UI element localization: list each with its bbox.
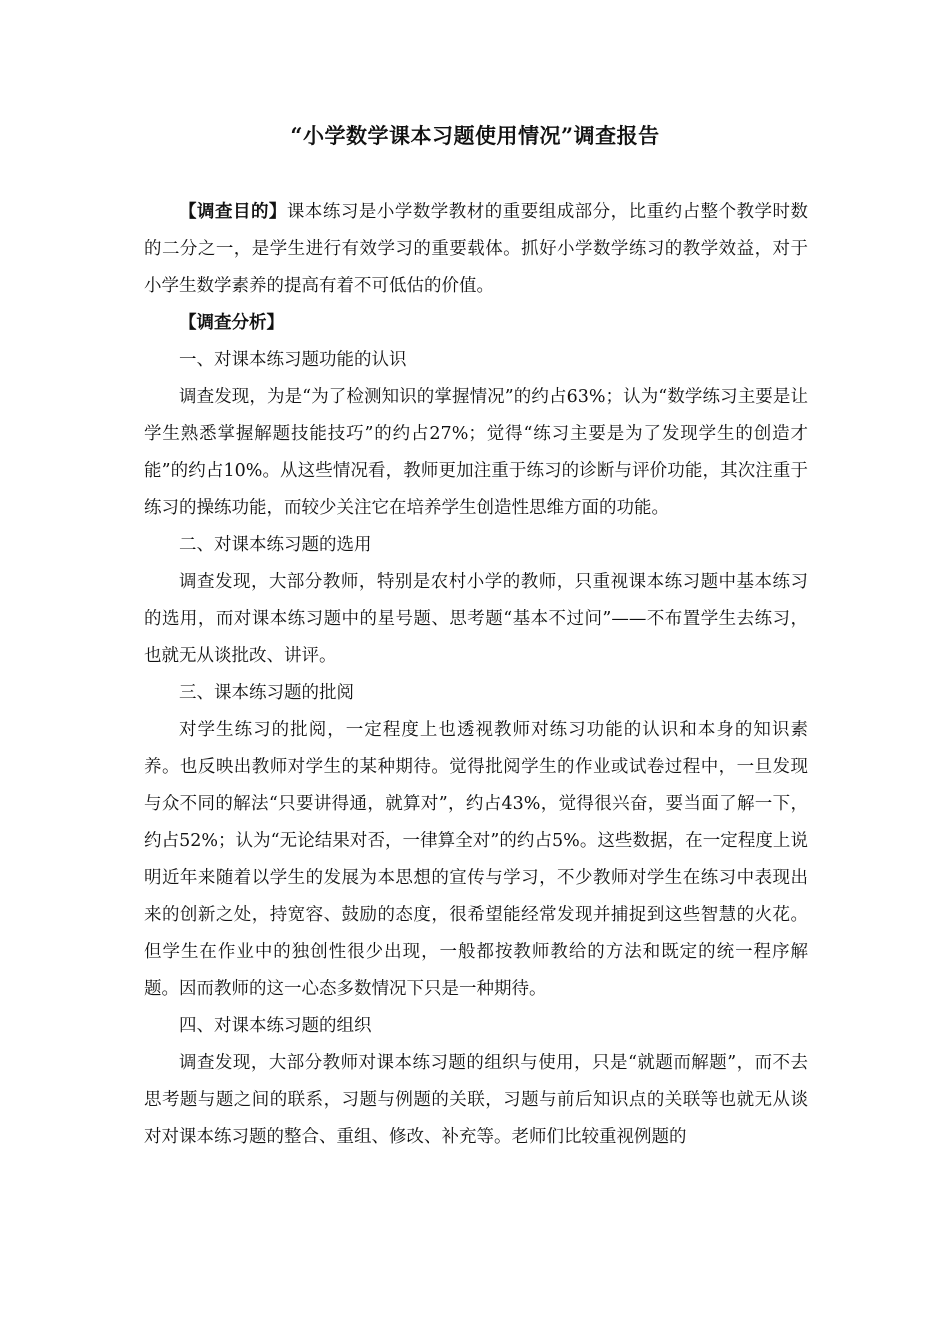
document-body (144, 194, 808, 1156)
section-paragraph-4: 调查发现，大部分教师对课本练习题的组织与使用，只是“就题而解题”，而不去思考题与题之间的联系，习题与例题的关联，习题与前后知识点的关联等也就无从谈对对课本练习题的整合、重组、修改、补充等。老师们比较重视例题的 (144, 1053, 808, 1147)
purpose-paragraph (144, 194, 808, 305)
section-heading-4: 四、对课本练习题的组织 (179, 1016, 372, 1036)
analysis-label: 【调查分析】 (179, 313, 284, 333)
section-heading-3: 三、课本练习题的批阅 (179, 683, 354, 703)
section-paragraph-3: 对学生练习的批阅，一定程度上也透视教师对练习功能的认识和本身的知识素养。也反映出教师对学生的某种期待。觉得批阅学生的作业或试卷过程中，一旦发现与众不同的解法“只要讲得通，就算对”，约占43%，觉得很兴奋，要当面了解一下，约占52%；认为“无论结果对否，一律算全对”的约占5%。这些数据，在一定程度上说明近年来随着以学生的发展为本思想的宣传与学习，不少教师对学生在练习中表现出来的创新之处，持宽容、鼓励的态度，很希望能经常发现并捕捉到这些智慧的火花。但学生在作业中的独创性很少出现，一般都按教师教给的方法和既定的统一程序解题。因而教师的这一心态多数情况下只是一种期待。 (144, 720, 808, 999)
section-heading-1: 一、对课本练习题功能的认识 (179, 350, 407, 370)
section-paragraph-2: 调查发现，大部分教师，特别是农村小学的教师，只重视课本练习题中基本练习的选用，而对课本练习题中的星号题、思考题“基本不过问”——不布置学生去练习，也就无从谈批改、讲评。 (144, 572, 808, 666)
purpose-label: 【调查目的】 (179, 202, 287, 222)
section-paragraph-1: 调查发现，为是“为了检测知识的掌握情况”的约占63%；认为“数学练习主要是让学生熟悉掌握解题技能技巧”的约占27%；觉得“练习主要是为了发现学生的创造才能”的约占10%。从这些情况看，教师更加注重于练习的诊断与评价功能，其次注重于练习的操练功能，而较少关注它在培养学生创造性思维方面的功能。 (144, 387, 808, 518)
section-heading-2: 二、对课本练习题的选用 (179, 535, 372, 555)
purpose-text: 课本练习是小学数学教材的重要组成部分，比重约占整个教学时数的二分之一，是学生进行有效学习的重要载体。抓好小学数学练习的教学效益，对于小学生数学素养的提高有着不可低估的价值。 (144, 202, 809, 296)
document-title: “小学数学课本习题使用情况”调查报告 (290, 123, 660, 148)
